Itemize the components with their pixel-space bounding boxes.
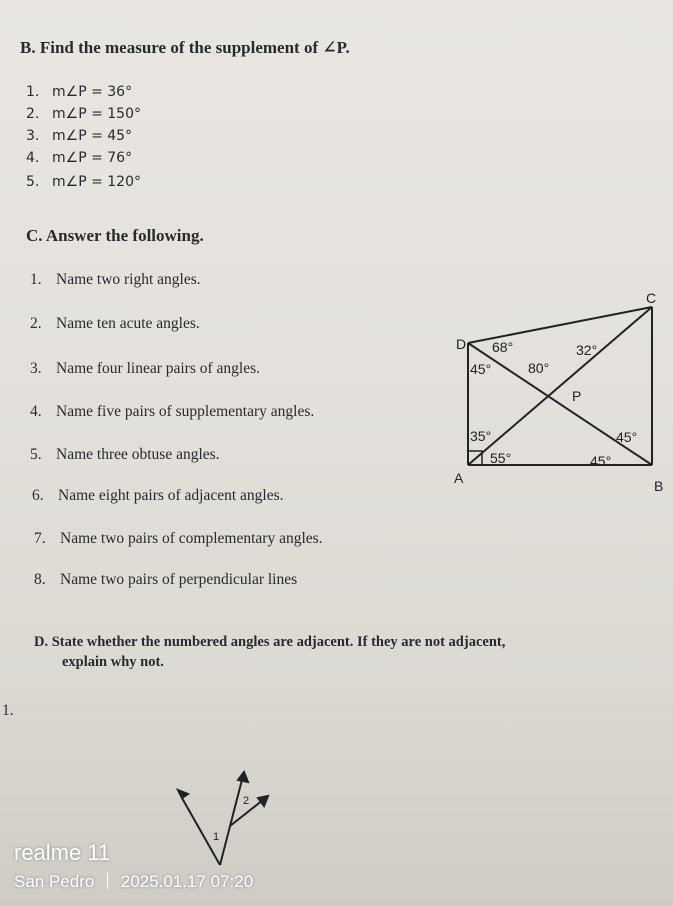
segment-dc bbox=[468, 307, 652, 343]
item-text: Name two pairs of perpendicular lines bbox=[60, 571, 298, 588]
item-number: 3. bbox=[26, 128, 40, 144]
item-text: m∠P = 120° bbox=[52, 174, 141, 190]
angle-1-label: 1 bbox=[213, 831, 220, 843]
list-item bbox=[26, 84, 132, 100]
angle-label: 80° bbox=[528, 360, 550, 376]
watermark-divider bbox=[107, 873, 108, 889]
list-item bbox=[30, 315, 200, 333]
list-item bbox=[30, 271, 201, 289]
item-text: Name four linear pairs of angles. bbox=[56, 360, 261, 377]
list-item bbox=[26, 128, 132, 144]
list-item bbox=[30, 360, 260, 378]
list-item bbox=[34, 530, 323, 548]
list-item bbox=[32, 487, 284, 505]
list-item bbox=[26, 150, 132, 166]
item-text: Name two pairs of complementary angles. bbox=[60, 530, 323, 547]
angle-label: 45° bbox=[616, 429, 638, 445]
item-number: 8. bbox=[34, 571, 46, 588]
list-item bbox=[34, 571, 297, 589]
angle-label: 68° bbox=[492, 339, 514, 355]
item-number: 5. bbox=[30, 446, 42, 463]
point-label-b: B bbox=[654, 478, 664, 494]
angle-label: 55° bbox=[490, 450, 512, 466]
point-label-a: A bbox=[454, 470, 464, 486]
item-number: 3. bbox=[30, 360, 42, 377]
item-text: Name three obtuse angles. bbox=[56, 446, 220, 463]
item-text: m∠P = 76° bbox=[52, 150, 133, 166]
item-number: 4. bbox=[26, 150, 40, 166]
list-item bbox=[26, 106, 141, 122]
list-item bbox=[30, 403, 314, 421]
item-number: 1. bbox=[26, 84, 40, 100]
item-number: 6. bbox=[32, 487, 44, 504]
arrowhead-right bbox=[258, 796, 268, 806]
watermark-info bbox=[14, 872, 253, 892]
angle-label: 45° bbox=[590, 453, 612, 469]
item-text: Name five pairs of supplementary angles. bbox=[56, 403, 315, 420]
arrowhead-middle bbox=[238, 772, 248, 782]
item-number: 2. bbox=[26, 106, 40, 122]
list-item bbox=[30, 446, 220, 464]
item-number: 4. bbox=[30, 403, 42, 420]
angle-diagram bbox=[440, 285, 670, 495]
segment-db bbox=[468, 343, 652, 465]
section-c-heading: C. Answer the following. bbox=[26, 226, 204, 245]
arrowhead-left bbox=[178, 790, 188, 798]
point-label-c: C bbox=[646, 290, 657, 306]
item-text: Name eight pairs of adjacent angles. bbox=[58, 487, 284, 504]
adjacent-angles-figure bbox=[168, 760, 278, 870]
section-d-heading bbox=[34, 632, 505, 672]
watermark-device: realme 11 bbox=[14, 840, 111, 865]
item-number: 7. bbox=[34, 530, 46, 547]
item-number: 1. bbox=[30, 271, 42, 288]
item-number: 2. bbox=[30, 315, 42, 332]
angle-label: 45° bbox=[470, 361, 492, 377]
angle-label: 32° bbox=[576, 342, 598, 358]
list-item bbox=[26, 174, 141, 190]
item-number: 5. bbox=[26, 174, 40, 190]
item-text: m∠P = 45° bbox=[52, 128, 133, 144]
point-label-d: D bbox=[456, 336, 467, 352]
angle-label: 35° bbox=[470, 428, 492, 444]
angle-2-label: 2 bbox=[243, 795, 250, 807]
section-d-heading-line2: explain why not. bbox=[62, 654, 164, 670]
item-text: m∠P = 36° bbox=[52, 84, 133, 100]
section-b-heading: B. Find the measure of the supplement of ∠P. bbox=[20, 38, 350, 57]
section-d-item-number: 1. bbox=[2, 702, 14, 719]
item-text: Name two right angles. bbox=[56, 271, 201, 288]
section-d-heading-line1: D. State whether the numbered angles are adjacent. If they are not adjacent, bbox=[34, 634, 506, 650]
watermark-datetime: 2025.01.17 07:20 bbox=[120, 872, 254, 891]
item-text: Name ten acute angles. bbox=[56, 315, 200, 332]
watermark-location: San Pedro bbox=[14, 872, 95, 891]
item-text: m∠P = 150° bbox=[52, 106, 141, 122]
point-label-p: P bbox=[572, 388, 582, 404]
